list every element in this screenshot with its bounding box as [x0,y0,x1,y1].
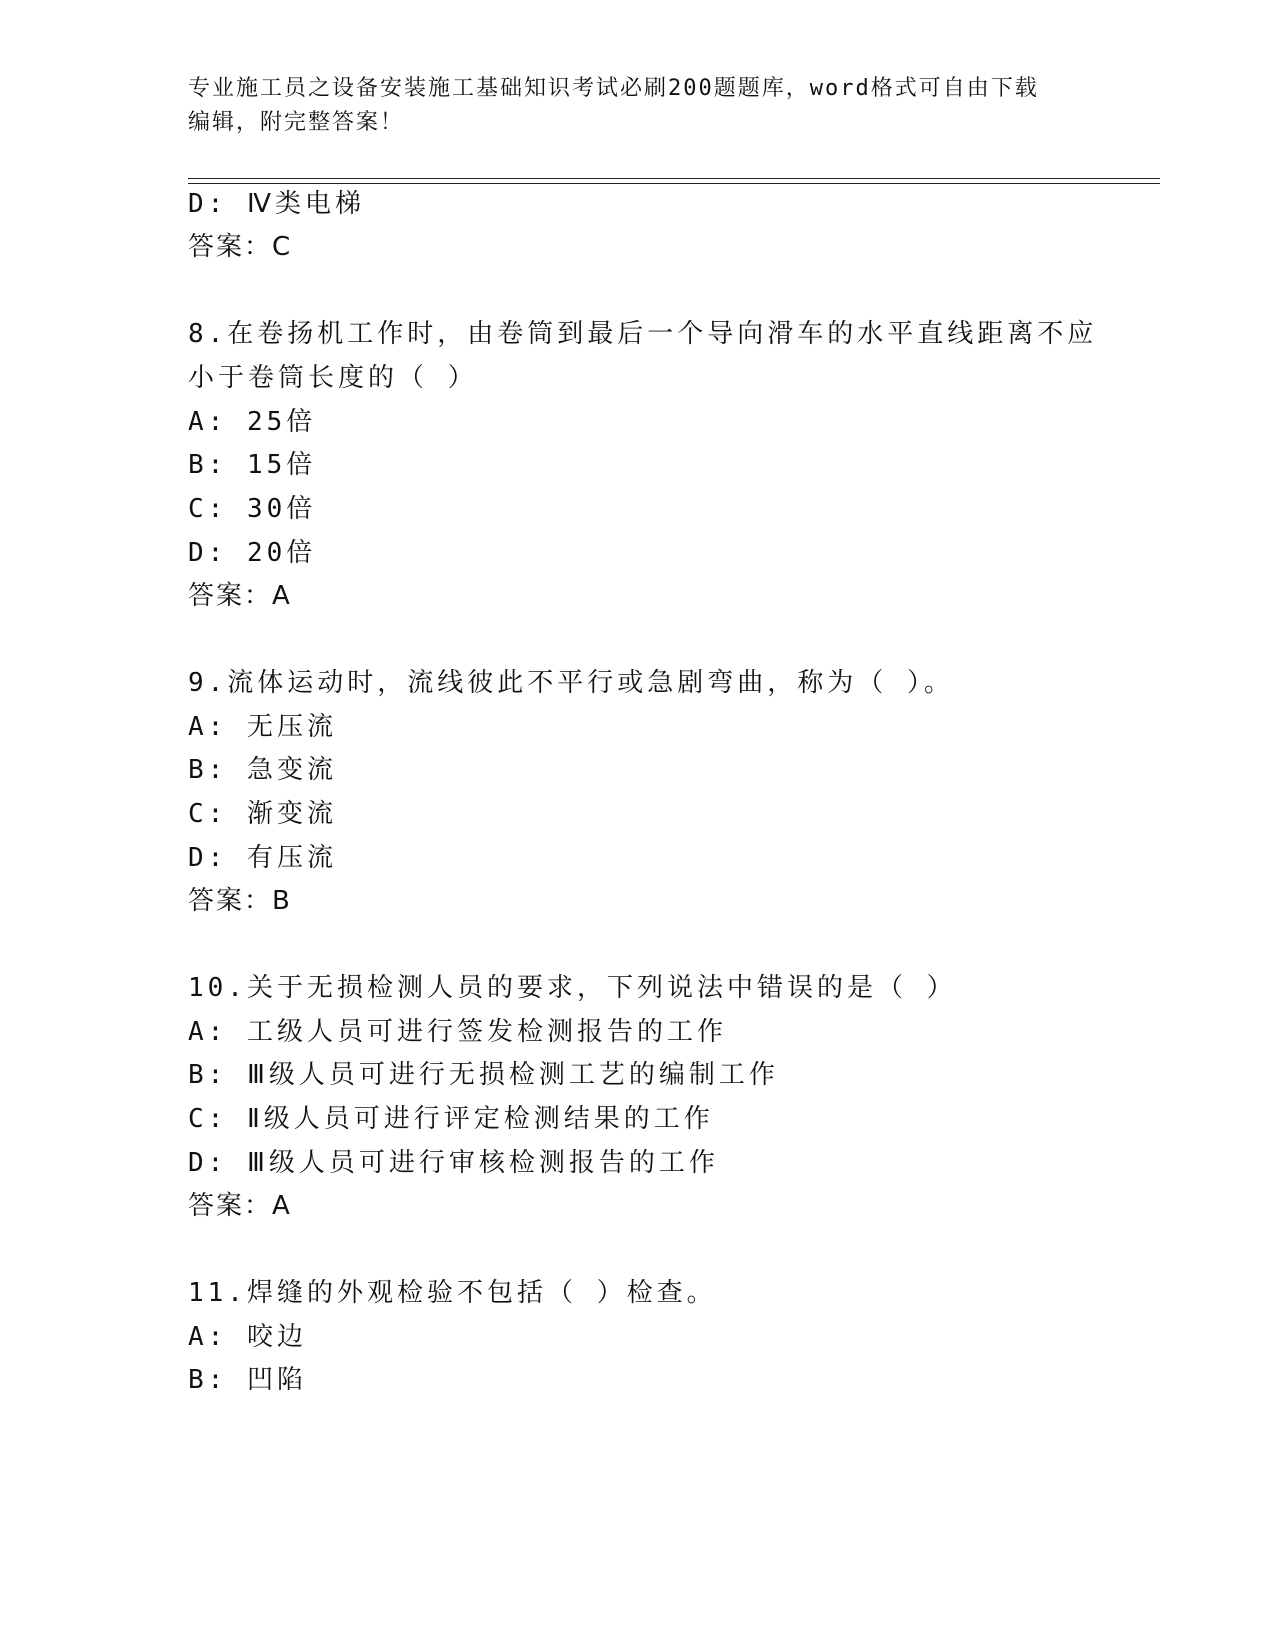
q8-stem-line-1: 8.在卷扬机工作时，由卷筒到最后一个导向滑车的水平直线距离不应 [188,319,1098,349]
q8-option-c: C: 30倍 [188,494,317,524]
q9-option-a: A: 无压流 [188,712,337,742]
prev-answer: 答案：C [188,232,293,262]
header-divider-top [188,178,1160,179]
q11-stem: 11.焊缝的外观检验不包括（ ）检查。 [188,1278,717,1308]
q11-option-a: A: 咬边 [188,1322,307,1352]
header-line-2: 编辑，附完整答案！ [188,110,405,135]
q10-answer: 答案：A [188,1191,292,1221]
q10-option-a: A: 工级人员可进行签发检测报告的工作 [188,1017,727,1047]
q8-stem-line-2: 小于卷筒长度的（ ） [188,363,478,393]
q8-option-a: A: 25倍 [188,407,317,437]
q8-option-b: B: 15倍 [188,450,317,480]
q9-option-d: D: 有压流 [188,843,337,873]
q9-stem: 9.流体运动时，流线彼此不平行或急剧弯曲，称为（ ）。 [188,668,954,698]
q10-option-d: D: Ⅲ级人员可进行审核检测报告的工作 [188,1148,719,1178]
q10-option-b: B: Ⅲ级人员可进行无损检测工艺的编制工作 [188,1060,779,1090]
q9-answer: 答案：B [188,886,292,916]
document-header [188,72,1088,140]
q9-option-c: C: 渐变流 [188,799,337,829]
header-divider-bottom [188,183,1160,184]
q10-stem: 10.关于无损检测人员的要求，下列说法中错误的是（ ） [188,973,957,1003]
q8-option-d: D: 20倍 [188,538,317,568]
q11-option-b: B: 凹陷 [188,1365,307,1395]
q9-option-b: B: 急变流 [188,755,337,785]
prev-option-d: D: Ⅳ类电梯 [188,189,365,219]
q8-answer: 答案：A [188,581,292,611]
q10-option-c: C: Ⅱ级人员可进行评定检测结果的工作 [188,1104,714,1134]
header-line-1: 专业施工员之设备安装施工基础知识考试必刷200题题库，word格式可自由下载 [188,76,1039,101]
